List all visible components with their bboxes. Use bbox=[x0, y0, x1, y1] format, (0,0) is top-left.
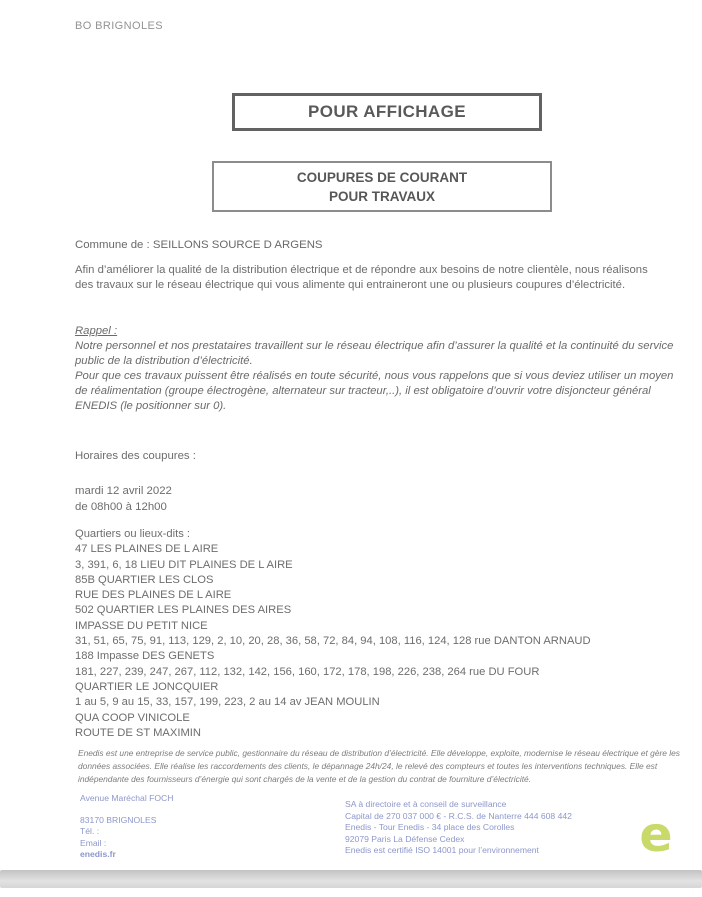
quartier-line: QUA COOP VINICOLE bbox=[75, 711, 190, 724]
coupures-banner-line1: COUPURES DE COURANT bbox=[296, 169, 468, 185]
horaires-heading: Horaires des coupures : bbox=[75, 450, 196, 462]
quartier-line: ROUTE DE ST MAXIMIN bbox=[75, 726, 201, 739]
legal-fineprint: Enedis est une entreprise de service public, gestionnaire du réseau de distribution d’électricité. Elle développe, exploite, modernise le réseau électrique et gère les données associées. Elle réalise les raccordements des clients, le dépannage 24h/24, le relevé des compteurs et toutes les interventions techniques. Elle est indépendante des fournisseurs d’énergie qui sont chargés de la vente et de la gestion du contrat de fourniture d’électricité. bbox=[78, 748, 680, 784]
company-legal-line: SA à directoire et à conseil de surveillance bbox=[345, 799, 507, 809]
rappel-paragraph-1: Notre personnel et nos prestataires travaillent sur le réseau électrique afin d’assurer la qualité et la continuité du service public de la distribution d’électricité. bbox=[75, 340, 674, 367]
agency-street: Avenue Maréchal FOCH bbox=[80, 793, 174, 803]
horizontal-scrollbar-track[interactable] bbox=[0, 870, 702, 888]
company-legal-line: Enedis est certifié ISO 14001 pour l’environnement bbox=[345, 845, 539, 856]
quartier-line: 85B QUARTIER LES CLOS bbox=[75, 573, 214, 586]
enedis-logo-letter: e bbox=[639, 807, 673, 863]
quartiers-heading: Quartiers ou lieux-dits : bbox=[75, 528, 191, 540]
quartier-line: 188 Impasse DES GENETS bbox=[75, 650, 215, 663]
commune-line: Commune de : SEILLONS SOURCE D ARGENS bbox=[75, 239, 323, 251]
quartier-line: 1 au 5, 9 au 15, 33, 157, 199, 223, 2 au 14 av JEAN MOULIN bbox=[75, 696, 380, 709]
coupures-banner bbox=[212, 161, 552, 212]
outage-time: de 08h00 à 12h00 bbox=[75, 500, 167, 513]
rappel-paragraph-2: Pour que ces travaux puissent être réalisés en toute sécurité, nous vous rappelons que si vous deviez utiliser un moyen de réalimentation (groupe électrogène, alternateur sur tracteur,..), il est obligatoire d’ouvrir votre disjoncteur général ENEDIS (le positionner sur 0). bbox=[75, 370, 674, 412]
affichage-banner-label: POUR AFFICHAGE bbox=[308, 102, 466, 121]
coupures-banner-line2: POUR TRAVAUX bbox=[328, 188, 435, 204]
agency-tel-label: Tél. : bbox=[80, 826, 100, 837]
quartier-line: 181, 227, 239, 247, 267, 112, 132, 142, 156, 160, 172, 178, 198, 226, 238, 264 rue DU FOUR bbox=[75, 665, 540, 678]
company-legal-line: Enedis - Tour Enedis - 34 place des Corolles bbox=[345, 822, 515, 833]
agency-email-label: Email : bbox=[80, 837, 107, 848]
footer-spacer bbox=[80, 805, 173, 815]
company-legal-line: 92079 Paris La Défense Cedex bbox=[345, 833, 465, 844]
agency-postal-city: 83170 BRIGNOLES bbox=[80, 814, 157, 825]
quartier-line: QUARTIER LE JONCQUIER bbox=[75, 680, 219, 693]
rappel-section bbox=[75, 324, 675, 414]
quartier-line: IMPASSE DU PETIT NICE bbox=[75, 619, 208, 632]
enedis-website: enedis.fr bbox=[80, 849, 116, 860]
quartier-line: 31, 51, 65, 75, 91, 113, 129, 2, 10, 20, 28, 36, 58, 72, 84, 94, 108, 116, 124, 128 rue DANTON ARNAUD bbox=[75, 635, 591, 648]
quartier-line: 502 QUARTIER LES PLAINES DES AIRES bbox=[75, 604, 292, 617]
rappel-heading: Rappel : bbox=[75, 325, 118, 337]
agency-contact-block bbox=[80, 793, 173, 861]
affichage-banner bbox=[232, 93, 542, 131]
enedis-logo bbox=[636, 807, 677, 863]
quartiers-list bbox=[75, 527, 591, 741]
quartier-line: RUE DES PLAINES DE L AIRE bbox=[75, 589, 232, 602]
outage-datetime bbox=[75, 484, 172, 515]
doc-reference: BO BRIGNOLES bbox=[75, 20, 163, 32]
quartier-line: 47 LES PLAINES DE L AIRE bbox=[75, 543, 219, 556]
company-legal-line: Capital de 270 037 000 € - R.C.S. de Nanterre 444 608 442 bbox=[345, 810, 572, 821]
outage-date: mardi 12 avril 2022 bbox=[75, 485, 172, 497]
company-legal-block bbox=[345, 799, 572, 857]
intro-paragraph: Afin d’améliorer la qualité de la distribution électrique et de répondre aux besoins de notre clientèle, nous réalisons des travaux sur le réseau électrique qui vous alimente qui entraineront une ou plusieurs coupures d’électricité. bbox=[75, 264, 648, 291]
quartier-line: 3, 391, 6, 18 LIEU DIT PLAINES DE L AIRE bbox=[75, 558, 293, 571]
